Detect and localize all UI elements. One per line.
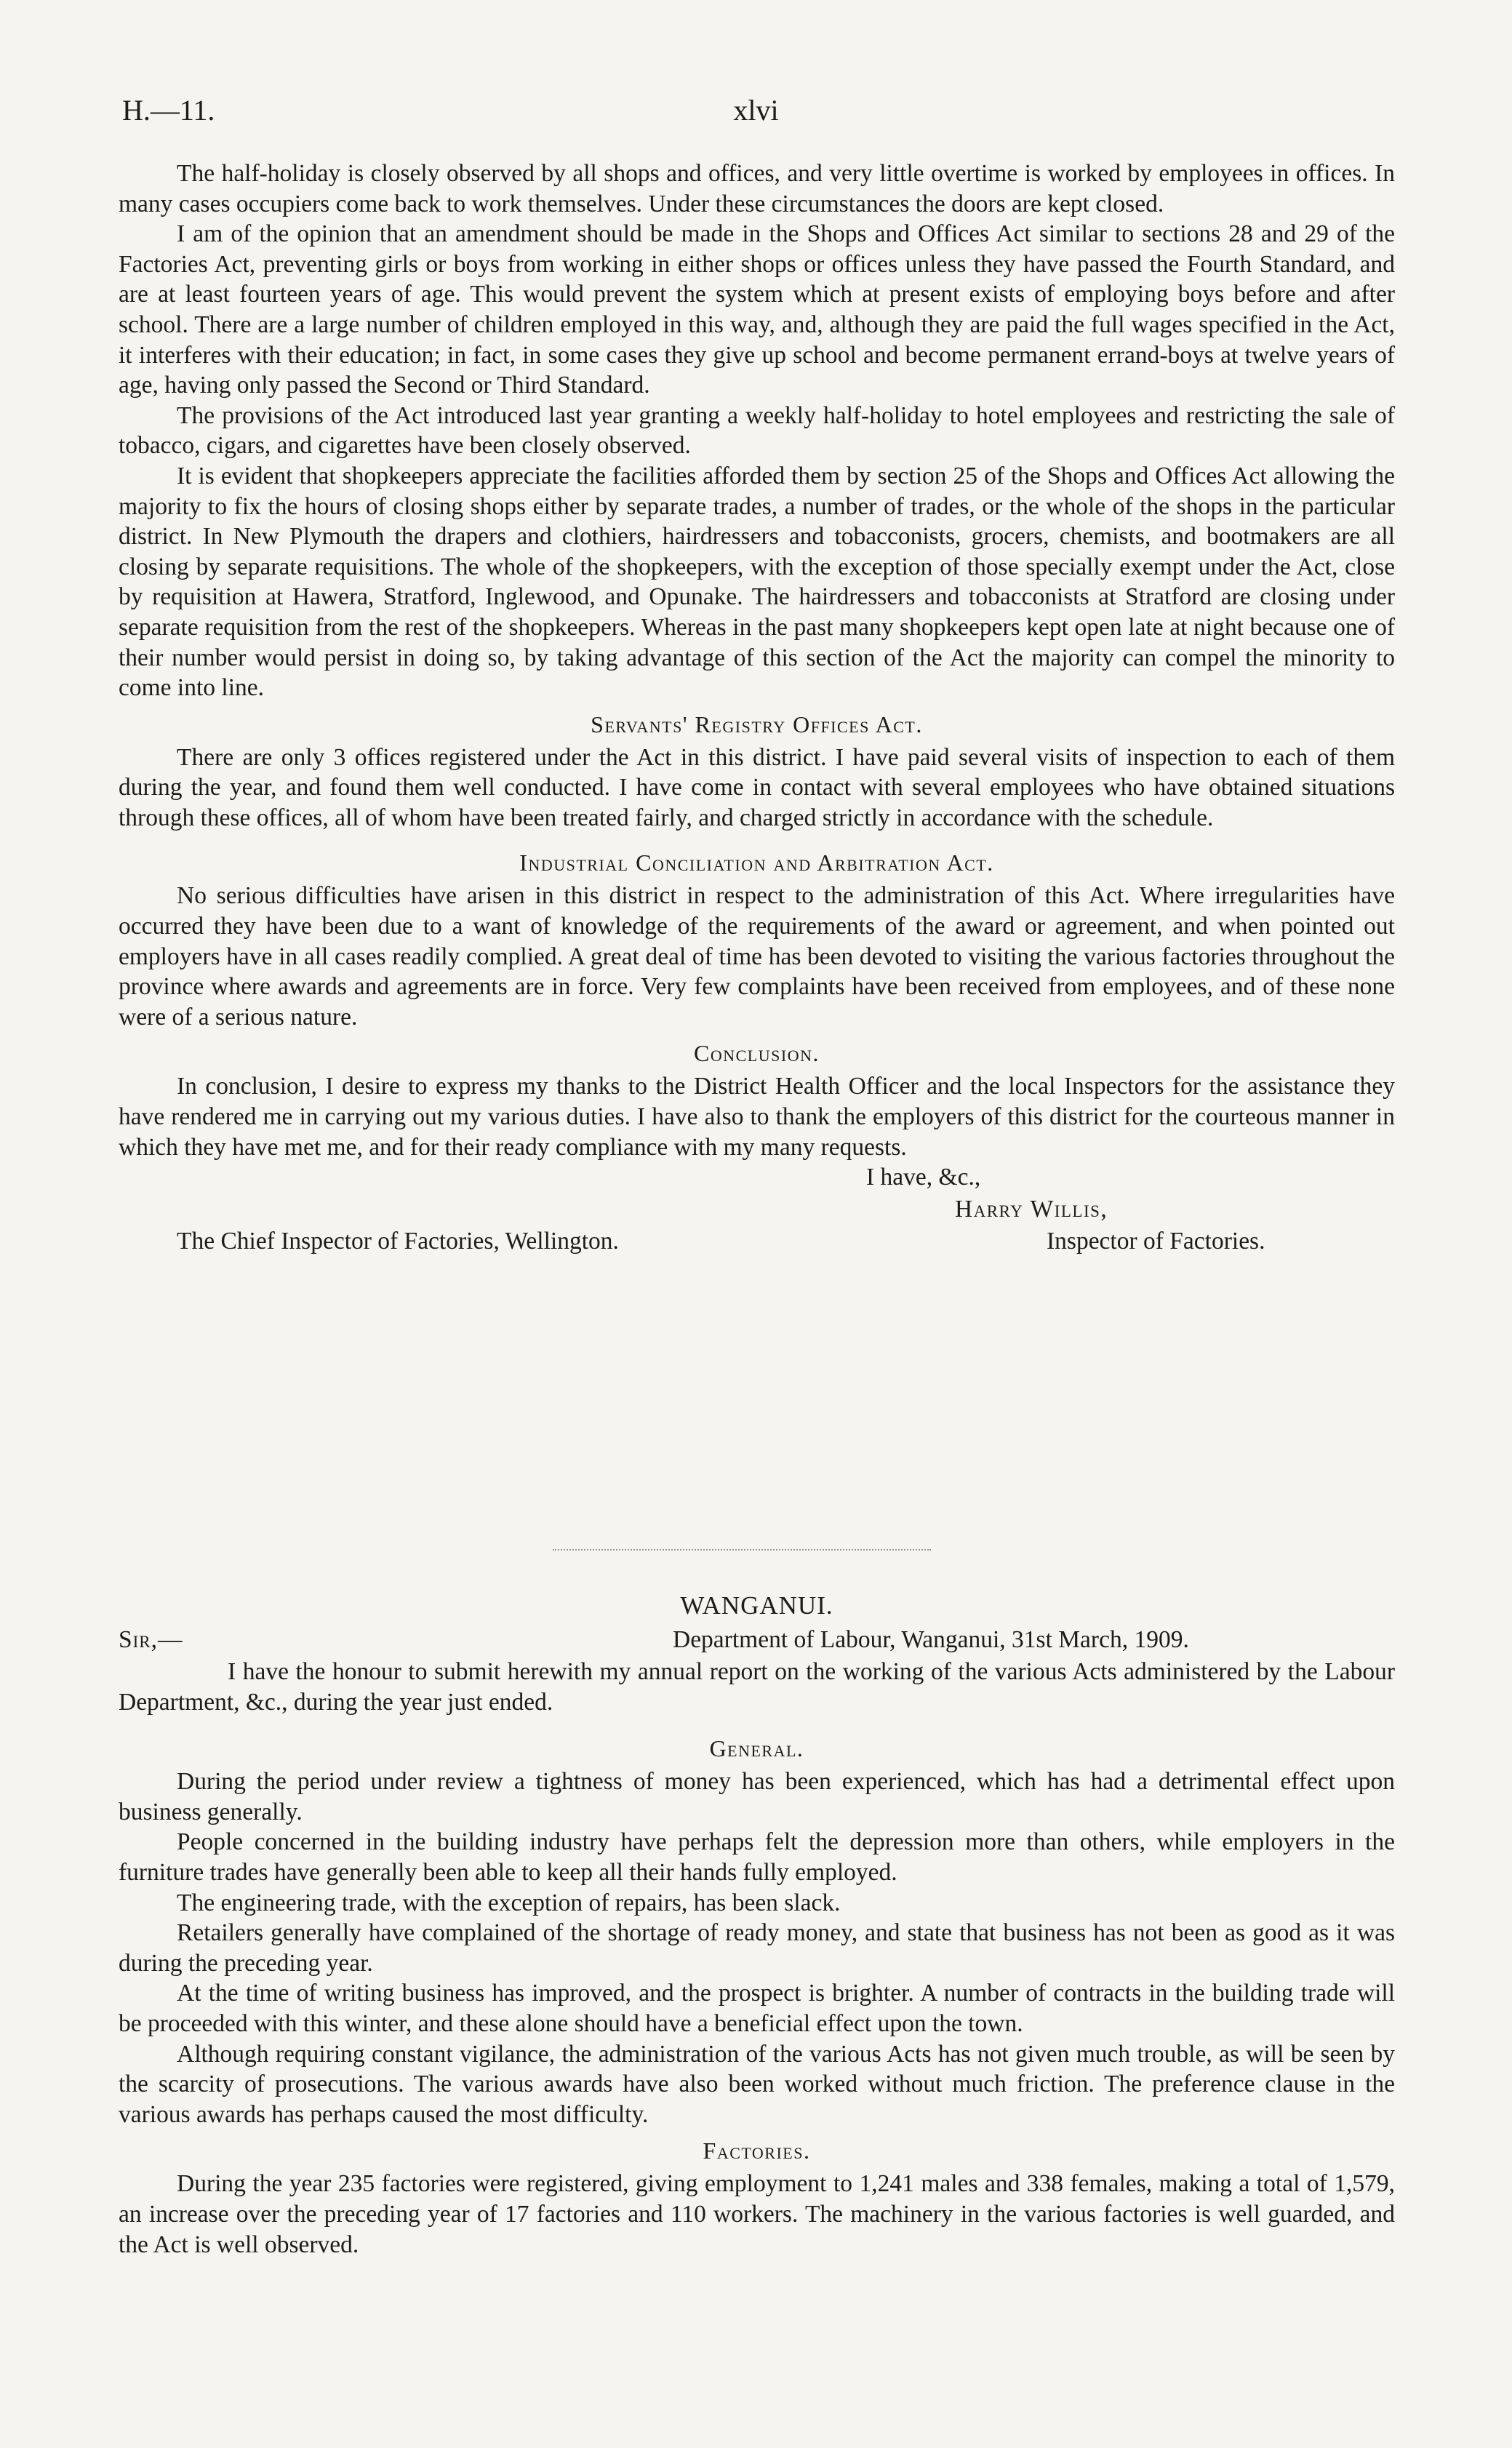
signatory-name: Harry Willis, [955,1196,1108,1223]
signature-block [119,1162,1395,1258]
heading-conclusion: Conclusion. [694,1040,820,1067]
paragraph-conclusion: In conclusion, I desire to express my thanks to the District Health Officer and the local Inspectors for the assistance they have rendered me in carrying out my various duties. I have also to thank the employers of this district for the courteous manner in which they have met me, and for their ready compliance with my many requests. [119,1073,1395,1161]
paragraph-factories: During the year 235 factories were registered, giving employment to 1,241 males and 338 females, making a total of 1,579, an increase over the preceding year of 17 factories and 110 workers. The machinery in the various factories is well guarded, and the Act is well observed. [119,2170,1395,2258]
paragraph-amendment-opinion: I am of the opinion that an amendment should be made in the Shops and Offices Act similar to sections 28 and 29 of the Factories Act, preventing girls or boys from working in either shops or offices unless they have passed the Fourth Standard, and are at least fourteen years of age. This would prevent the system which at present exists of employing boys before and after school. There are a large number of children employed in this way, and, although they are paid the full wages specified in the Act, it interferes with their education; in fact, in some cases they give up school and become permanent errand-boys at twelve years of age, having only passed the Second or Third Standard. [119,220,1395,399]
paragraph-closing-hours: It is evident that shopkeepers appreciate the facilities afforded them by section 25 of the Shops and Offices Act allowing the majority to fix the hours of closing shops either by separate trades, a number of trades, or the whole of the shops in the particular district. In New Plymouth the drapers and clothiers, hairdressers and tobacconists, grocers, chemists, and bootmakers are all closing by separate requisitions. The whole of the shopkeepers, with the exception of those specially exempt under the Act, close by requisition at Hawera, Stratford, Inglewood, and Opunake. The hairdressers and tobacconists at Stratford are closing under separate requisition from the rest of the shopkeepers. Whereas in the past many shopkeepers kept open late at night because one of their number would persist in doing so, by taking advantage of this section of the Act the majority can compel the minority to come into line. [119,462,1395,702]
document-reference: H.—11. [122,94,215,127]
heading-servants-registry: Servants' Registry Offices Act. [591,711,923,737]
section-divider [553,1549,931,1551]
page-header [122,93,1390,137]
department-dateline: Department of Labour, Wanganui, 31st March, 1909. [673,1626,1189,1653]
paragraph-hotel-provisions: The provisions of the Act introduced last year granting a weekly half-holiday to hotel employees and restricting the sale of tobacco, cigars, and cigarettes have been closely observed. [119,401,1395,460]
paragraph-intro: I have the honour to submit herewith my annual report on the working of the various Acts administered by the Labour Department, &c., during the year just ended. [119,1658,1395,1716]
signatory-title: Inspector of Factories. [1047,1228,1265,1255]
addressee: The Chief Inspector of Factories, Wellington. [177,1228,619,1255]
section-title-wanganui: WANGANUI. [680,1591,833,1620]
paragraph-business-improved: At the time of writing business has improved, and the prospect is brighter. A number of contracts in the building trade will be proceeded with this winter, and these alone should have a beneficial effect upon the town. [119,1980,1395,2037]
paragraph-building-industry: People concerned in the building industry have perhaps felt the depression more than others, while employers in the furniture trades have generally been able to keep all their hands fully employed. [119,1828,1395,1886]
sign-closing: I have, &c., [866,1164,981,1191]
report-part-taranaki [119,159,1395,1258]
report-part-wanganui [119,1590,1395,2260]
heading-general: General. [709,1735,804,1762]
page-number: xlvi [733,94,779,127]
paragraph-administration: Although requiring constant vigilance, the administration of the various Acts has not given much trouble, as will be seen by the scarcity of prosecutions. The various awards have also been worked without much friction. The preference clause in the various awards has perhaps caused the most difficulty. [119,2040,1395,2128]
heading-factories: Factories. [703,2137,811,2164]
paragraph-retailers: Retailers generally have complained of the shortage of ready money, and state that business has not been as good as it was during the preceding year. [119,1919,1395,1977]
paragraph-servants-registry: There are only 3 offices registered under the Act in this district. I have paid several visits of inspection to each of them during the year, and found them well conducted. I have come in contact with several employees who have obtained situations through these offices, all of whom have been treated fairly, and charged strictly in accordance with the schedule. [119,743,1395,831]
paragraph-half-holiday: The half-holiday is closely observed by all shops and offices, and very little overtime is worked by employees in offices. In many cases occupiers come back to work themselves. Under these circumstances the doors are kept closed. [119,160,1395,217]
paragraph-industrial-conciliation: No serious difficulties have arisen in this district in respect to the administration of this Act. Where irregularities have occurred they have been due to a want of knowledge of the requirements of the award or agreement, and when pointed out employers have in all cases readily complied. A great deal of time has been devoted to visiting the various factories throughout the province where awards and agreements are in force. Very few complaints have been received from employees, and of these none were of a serious nature. [119,882,1395,1031]
salutation-line [119,1625,1395,1657]
paragraph-tightness-of-money: During the period under review a tightness of money has been experienced, which has had a detrimental effect upon business generally. [119,1768,1395,1825]
heading-industrial-conciliation: Industrial Conciliation and Arbitration Act. [519,849,994,876]
paragraph-engineering-trade: The engineering trade, with the exception of repairs, has been slack. [177,1889,841,1916]
salutation: Sir,— [119,1626,183,1653]
